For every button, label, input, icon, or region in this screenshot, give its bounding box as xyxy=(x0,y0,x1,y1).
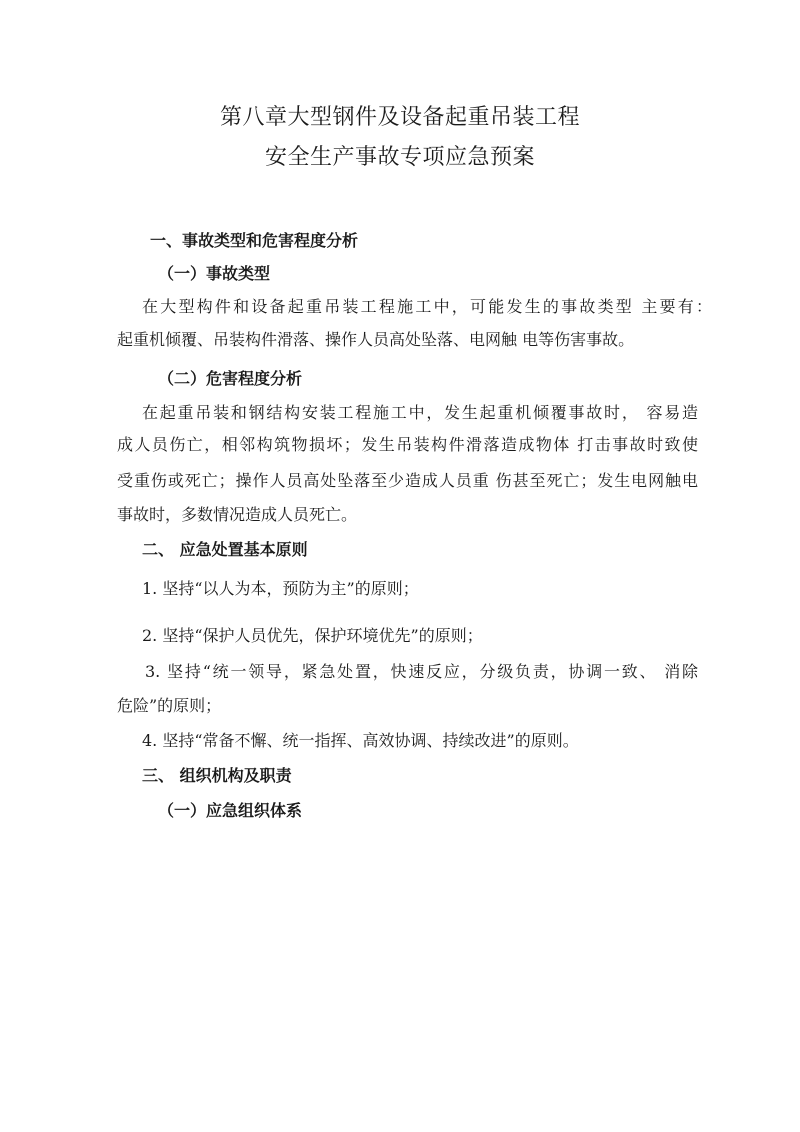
section2-heading: 二、 应急处置基本原则 xyxy=(142,540,308,559)
section3-heading: 三、 组织机构及职责 xyxy=(142,766,292,785)
section3-sub1-heading: （一）应急组织体系 xyxy=(158,801,303,820)
section2-item2: 2. 坚持“保护人员优先，保护环境优先”的原则； xyxy=(142,626,483,645)
section2-item4: 4. 坚持“常备不懈、统一指挥、高效协调、持续改进”的原则。 xyxy=(142,731,579,750)
section1-sub1-paragraph-line2: 起重机倾覆、吊装构件滑落、操作人员高处坠落、电网触 电等伤害事故。 xyxy=(117,330,635,349)
section2-item3-line1: 3. 坚持“统一领导，紧急处置，快速反应，分级负责，协调一致、 消除 xyxy=(145,662,698,681)
section1-sub1-heading: （一）事故类型 xyxy=(158,264,271,283)
section1-sub2-paragraph-line1: 在起重吊装和钢结构安装工程施工中，发生起重机倾覆事故时， 容易造 xyxy=(142,403,698,422)
section2-item1: 1. 坚持“以人为本，预防为主”的原则； xyxy=(142,579,419,598)
document-title-line2: 安全生产事故专项应急预案 xyxy=(264,145,535,170)
document-title-line1: 第八章大型钢件及设备起重吊装工程 xyxy=(219,105,580,130)
section1-sub2-heading: （二）危害程度分析 xyxy=(158,369,303,388)
section1-sub2-paragraph-line3: 受重伤或死亡；操作人员高处坠落至少造成人员重 伤甚至死亡；发生电网触电 xyxy=(117,471,698,490)
section1-heading: 一、事故类型和危害程度分析 xyxy=(150,231,359,250)
section2-item3-line2: 危险”的原则； xyxy=(117,696,222,715)
section1-sub1-paragraph-line1: 在大型构件和设备起重吊装工程施工中，可能发生的事故类型 主要有： xyxy=(142,297,712,316)
section1-sub2-paragraph-line4: 事故时，多数情况造成人员死亡。 xyxy=(117,505,358,524)
section1-sub2-paragraph-line2: 成人员伤亡，相邻构筑物损坏；发生吊装构件滑落造成物体 打击事故时致使 xyxy=(117,435,698,454)
